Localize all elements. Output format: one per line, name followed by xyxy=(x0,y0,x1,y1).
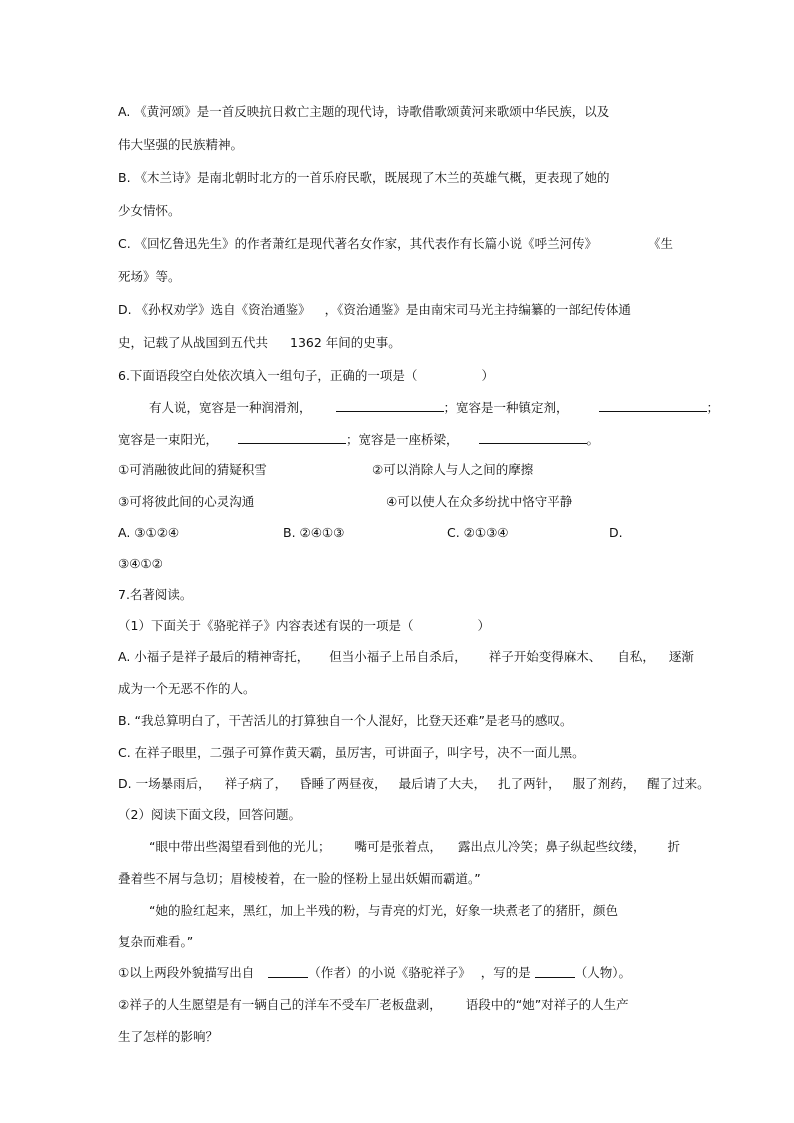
q7-option-d xyxy=(118,776,710,792)
q6-passage-part2: ；宽容是一种镇定剂， xyxy=(443,400,569,415)
q7-quote1-part4: 折 xyxy=(667,839,681,854)
q7-option-d-part7: 醒了过来。 xyxy=(647,776,710,791)
q6-answer-b[interactable]: B. ②④①③ xyxy=(283,525,345,540)
q6-sentence-4: ④可以使人在众多纷扰中恪守平静 xyxy=(386,494,573,509)
q6-stem xyxy=(118,368,494,384)
q5-option-c-line1: C. 《回忆鲁迅先生》的作者萧红是现代著名女作家，其代表作有长篇小说《呼兰河传》 xyxy=(118,236,598,251)
q7-option-a-part3: 祥子开始变得麻木、 xyxy=(488,649,602,664)
q7-item2-part2: 语段中的“她”对祥子的人生产 xyxy=(465,997,629,1012)
q7-quote1-part3: 露出点儿冷笑；鼻子纵起些纹缕， xyxy=(458,839,646,854)
q7-option-a-part1: A. 小福子是祥子最后的精神寄托， xyxy=(118,649,310,664)
q5-option-d-line2 xyxy=(118,335,401,351)
q5-option-d-part3: 史，记载了从战国到五代共 xyxy=(118,335,269,350)
q6-sentence-1: ①可消融彼此间的猜疑积雪 xyxy=(118,462,267,477)
q7-quote2-line1: “她的脸红起来，黑红，加上半残的粉，与青亮的灯光，好象一块煮老了的猪肝，颜色 xyxy=(149,903,618,918)
q7-item1-blank-character[interactable] xyxy=(535,970,575,978)
q7-option-a-part2: 但当小福子上吊自杀后， xyxy=(329,649,467,664)
q6-passage-part1: 有人说，宽容是一种润滑剂， xyxy=(149,400,312,415)
q5-option-d-line1 xyxy=(118,302,631,318)
q7-item1-part4: （人物）。 xyxy=(574,965,632,980)
q6-passage-part4: 宽容是一束阳光， xyxy=(118,432,219,447)
q5-option-a-line1: A. 《黄河颂》是一首反映抗日救亡主题的现代诗，诗歌借歌颂黄河来歌颂中华民族，以及 xyxy=(118,104,610,119)
q7-sub2-stem: （2）阅读下面文段，回答问题。 xyxy=(118,807,301,822)
q7-option-a-line2: 成为一个无恶不作的人。 xyxy=(118,681,256,696)
q7-option-d-part3: 昏睡了两昼夜， xyxy=(299,776,387,791)
q7-quote1-line1 xyxy=(149,839,680,855)
q5-option-d-part2: ，《资治通鉴》是由南宋司马光主持编纂的一部纪传体通 xyxy=(324,302,631,317)
q6-blank-4[interactable] xyxy=(479,433,587,444)
q6-passage-line2 xyxy=(118,432,599,448)
q7-quote1-part1: “眼中带出些渴望看到他的光儿； xyxy=(149,839,331,854)
q5-option-c-line2: 死场》等。 xyxy=(118,269,181,284)
q7-quote1-line2: 叠着些不屑与急切；眉棱棱着，在一脸的怪粉上显出妖媚而霸道。” xyxy=(118,871,481,886)
q6-answer-d-value: ③④①② xyxy=(118,556,163,571)
q7-item1-blank-author[interactable] xyxy=(268,970,308,978)
q6-answer-c[interactable]: C. ②①③④ xyxy=(447,525,509,540)
q7-sub1-text: （1）下面关于《骆驼祥子》内容表述有误的一项是（ xyxy=(118,618,414,633)
q5-option-a-line2: 伟大坚强的民族精神。 xyxy=(118,137,244,152)
q7-option-d-part6: 服了剂药， xyxy=(572,776,636,791)
q6-sentence-2: ②可以消除人与人之间的摩擦 xyxy=(372,462,534,477)
q7-title: 7.名著阅读。 xyxy=(118,587,193,602)
q6-passage-line1 xyxy=(149,400,719,416)
q7-option-d-part2: 祥子病了， xyxy=(224,776,288,791)
q6-blank-2[interactable] xyxy=(599,401,707,412)
q6-blank-3[interactable] xyxy=(238,433,346,444)
q6-passage-part6: 。 xyxy=(586,432,600,447)
q7-sub1-close: ） xyxy=(477,618,490,633)
q7-item2-part1: ②祥子的人生愿望是有一辆自己的洋车不受车厂老板盘剥， xyxy=(118,997,442,1012)
q5-option-d-part4: 1362 年间的史事。 xyxy=(290,335,401,350)
q6-passage-part3: ； xyxy=(706,400,720,415)
q6-blank-1[interactable] xyxy=(336,401,444,412)
q7-option-d-part5: 扎了两针， xyxy=(498,776,561,791)
q7-option-a-part4: 自私， xyxy=(617,649,655,664)
q7-item1 xyxy=(118,965,631,981)
q6-stem-text: 6.下面语段空白处依次填入一组句子，正确的一项是（ xyxy=(118,368,418,383)
q5-option-b-line2: 少女情怀。 xyxy=(118,203,181,218)
q5-option-b-line1: B. 《木兰诗》是南北朝时北方的一首乐府民歌，既展现了木兰的英雄气概，更表现了她的 xyxy=(118,170,610,185)
q6-stem-close: ） xyxy=(481,368,494,383)
q6-sentence-3: ③可将彼此间的心灵沟通 xyxy=(118,494,255,509)
q7-quote2-line2: 复杂而难看。” xyxy=(118,934,194,949)
q7-item2-line1 xyxy=(118,997,629,1013)
q7-item2-line2: 生了怎样的影响？ xyxy=(118,1029,219,1044)
q7-option-b: B. “我总算明白了，干苦活儿的打算独自一个人混好，比登天还难”是老马的感叹。 xyxy=(118,713,573,728)
q7-item1-part3: ，写的是 xyxy=(480,965,531,980)
q6-answer-a[interactable]: A. ③①②④ xyxy=(118,525,180,540)
q7-quote1-part2: 嘴可是张着点， xyxy=(354,839,442,854)
q5-option-c-tail: 《生 xyxy=(648,236,674,251)
q7-option-c: C. 在祥子眼里，二强子可算作黄天霸，虽厉害，可讲面子，叫字号，决不一面儿黑。 xyxy=(118,745,585,760)
q7-sub1-stem xyxy=(118,618,490,634)
q7-option-a-part5: 逐渐 xyxy=(668,649,694,664)
q7-option-d-part1: D. 一场暴雨后， xyxy=(118,776,211,791)
q6-passage-part5: ；宽容是一座桥梁， xyxy=(346,432,459,447)
q7-option-d-part4: 最后请了大夫， xyxy=(398,776,487,791)
q5-option-d-part1: D. 《孙权劝学》选自《资治通鉴》 xyxy=(118,302,311,317)
q7-option-a-line1 xyxy=(118,649,694,665)
q7-item1-part2: （作者）的小说《骆驼祥子》 xyxy=(308,965,471,980)
q6-answer-d[interactable]: D. xyxy=(609,525,623,540)
q7-item1-part1: ①以上两段外貌描写出自 xyxy=(118,965,255,980)
